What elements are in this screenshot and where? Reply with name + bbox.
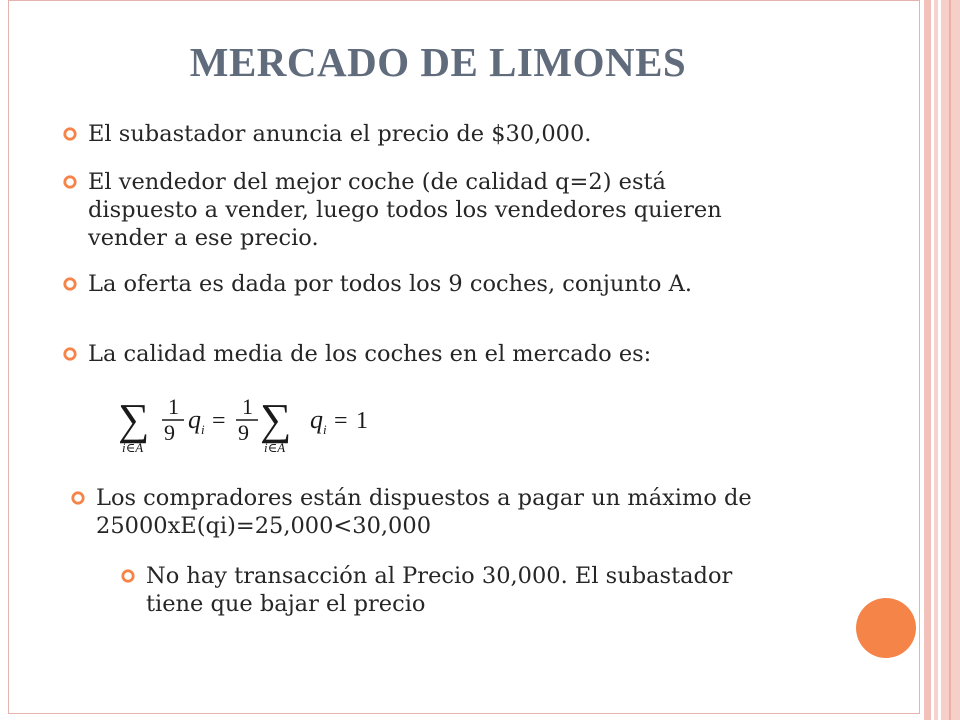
- bullet-ring-icon: [70, 490, 86, 506]
- fraction-numerator: 1: [168, 394, 179, 419]
- quality-variable: q: [310, 405, 323, 434]
- bullet-item: [88, 120, 768, 148]
- bullet-ring-icon: [62, 346, 78, 362]
- bullet-text: La calidad media de los coches en el mercado es:: [88, 341, 652, 367]
- summation-symbol: ∑: [260, 395, 292, 444]
- quality-variable: q: [188, 405, 201, 434]
- decorative-stripe: [949, 0, 951, 720]
- decorative-circle: [856, 598, 916, 658]
- bullet-ring-icon: [120, 568, 136, 584]
- sub-bullet-item: [146, 562, 746, 618]
- average-quality-formula: [118, 390, 378, 456]
- bullet-text: No hay transacción al Precio 30,000. El subastador tiene que bajar el precio: [146, 563, 733, 617]
- bullet-ring-icon: [62, 126, 78, 142]
- summation-symbol: ∑: [118, 395, 150, 444]
- sum-index: i∈A: [122, 440, 144, 455]
- slide-title: MERCADO DE LIMONES: [189, 39, 687, 85]
- bullet-text: La oferta es dada por todos los 9 coches, conjunto A.: [88, 271, 693, 297]
- bullet-text: Los compradores están dispuestos a pagar un máximo de 25000xE(qi)=25,000<30,000: [96, 485, 752, 539]
- quality-index: i: [201, 422, 205, 437]
- bullet-item: [96, 484, 776, 540]
- formula-result: 1: [356, 408, 368, 434]
- quality-index: i: [323, 422, 327, 437]
- bullet-ring-icon: [62, 276, 78, 292]
- fraction-denominator: 9: [164, 420, 175, 445]
- bullet-item: [88, 270, 778, 298]
- fraction-numerator: 1: [242, 394, 253, 419]
- equals-sign: =: [334, 408, 348, 434]
- bullet-item: [88, 168, 778, 252]
- bullet-text: El vendedor del mejor coche (de calidad q=2) está dispuesto a vender, luego todos los vendedores quieren vender a ese precio.: [88, 169, 722, 251]
- decorative-stripe: [934, 0, 938, 720]
- fraction-denominator: 9: [238, 420, 249, 445]
- bullet-ring-icon: [62, 174, 78, 190]
- decorative-stripe: [924, 0, 931, 720]
- bullet-text: El subastador anuncia el precio de $30,000.: [88, 121, 592, 147]
- sum-index: i∈A: [264, 440, 286, 455]
- equals-sign: =: [212, 408, 226, 434]
- bullet-item: [88, 340, 778, 368]
